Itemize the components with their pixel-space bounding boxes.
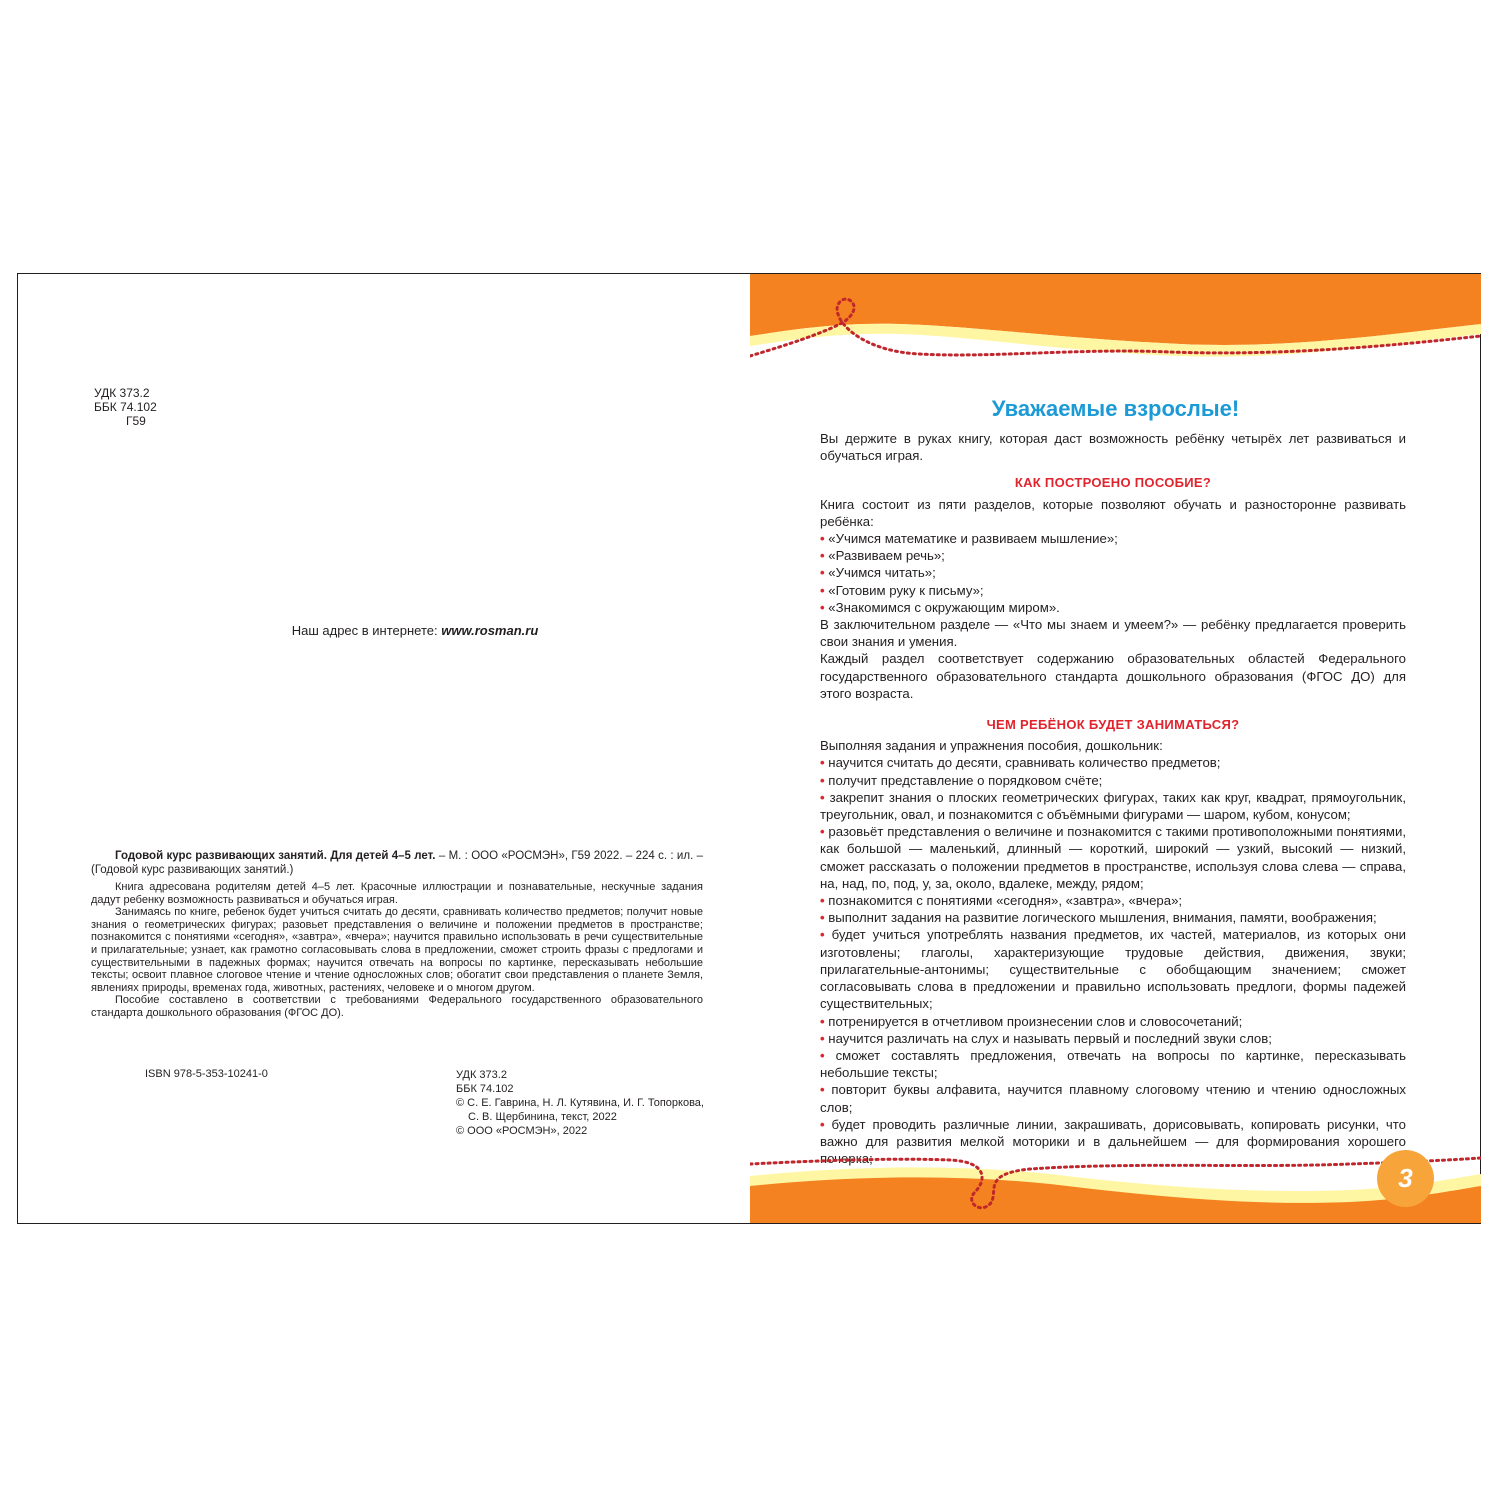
list-item: • «Знакомимся с окружающим миром». xyxy=(820,599,1060,615)
bibliographic-record xyxy=(91,849,703,1020)
biblio-details: – М. : ООО «РОСМЭН», Г59 2022. – 224 с. : ил. – (Годовой курс развивающих занятий.) xyxy=(91,850,703,876)
copy-udk: УДК 373.2 xyxy=(456,1069,507,1081)
list-item: • научится различать на слух и называть первый и последний звуки слов; xyxy=(820,1030,1272,1046)
website-prefix: Наш адрес в интернете: xyxy=(291,623,442,638)
list-item: • «Развиваем речь»; xyxy=(820,548,945,564)
author-sign: Г59 xyxy=(126,414,146,428)
list-item: • выполнит задания на развитие логического мышления, внимания, памяти, воображения; xyxy=(820,910,1377,926)
list-item: • познакомится с понятиями «сегодня», «завтра», «вчера»; xyxy=(820,893,1183,909)
copy-authors: © С. Е. Гаврина, Н. Л. Кутявина, И. Г. Топоркова, xyxy=(456,1097,704,1109)
standard-paragraph: Каждый раздел соответствует содержанию образовательных областей Федерального государственного образовательного стандарта дошкольного образования (ФГОС ДО) для этого возраста. xyxy=(820,651,1406,701)
classification-block xyxy=(94,386,157,428)
list-item: • получит представление о порядковом счёте; xyxy=(820,772,1103,788)
copy-authors-cont: С. В. Щербинина, текст, 2022 xyxy=(468,1111,617,1123)
udk-code: УДК 373.2 xyxy=(94,386,150,400)
annotation-2: Занимаясь по книге, ребенок будет учиться считать до десяти, сравнивать количество предметов; получит новые знания о геометрических фигурах; разовьет представления о величине и положении предметов в пространстве; познакомится с понятиями «сегодня», «завтра», «вчера»; научится правильно использовать в речи существительные и прилагательные; узнает, как грамотно согласовывать слова в предложении, сможет строить фразы с предлогами и существительными в падежных формах; научится отвечать на вопросы по картинке, пересказывать небольшие тексты; освоит плавное слоговое чтение и чтение односложных слов; обогатит свои представления о планете Земля, явлениях природы, временах года, животных, растениях, человеке и о многом другом. xyxy=(91,906,703,994)
intro-paragraph: Вы держите в руках книгу, которая даст возможность ребёнку четырёх лет развиваться и обучаться играя. xyxy=(820,431,1406,464)
skills-intro: Выполняя задания и упражнения пособия, дошкольник: xyxy=(820,738,1163,754)
heading-activities: ЧЕМ РЕБЁНОК БУДЕТ ЗАНИМАТЬСЯ? xyxy=(986,717,1240,733)
structure-intro: Книга состоит из пяти разделов, которые позволяют обучать и разносторонне развивать ребёнка: xyxy=(820,496,1406,529)
website-line xyxy=(18,623,812,638)
isbn: ISBN 978-5-353-10241-0 xyxy=(145,1068,268,1080)
list-item: • «Учимся математике и развиваем мышление»; xyxy=(820,531,1118,547)
website-url[interactable]: www.rosman.ru xyxy=(441,623,539,638)
list-item: • «Учимся читать»; xyxy=(820,565,936,581)
list-item: • повторит буквы алфавита, научится плавному слоговому чтению и чтению односложных слов; xyxy=(820,1082,1407,1115)
biblio-title: Годовой курс развивающих занятий. Для детей 4–5 лет. xyxy=(115,850,436,862)
right-page xyxy=(750,274,1481,1223)
list-item: • сможет составлять предложения, отвечать на вопросы по картинке, пересказывать небольшие тексты; xyxy=(820,1047,1406,1081)
list-item: • разовьёт представления о величине и познакомится с такими противоположными понятиями, как большой — маленький, длинный — короткий, широкий — узкий, высокий — низкий, сможет рассказать о положении предметов в пространстве, используя слова слева — справа, на, над, по, под, у, за, около, вдалеке, между, рядом; xyxy=(820,824,1406,891)
left-page xyxy=(18,274,750,1223)
final-section-paragraph: В заключительном разделе — «Что мы знаем и умеем?» — ребёнку предлагается проверить свои знания и умения. xyxy=(820,617,1406,650)
page-number-badge: 3 xyxy=(1377,1150,1434,1207)
copy-publisher: © ООО «РОСМЭН», 2022 xyxy=(456,1125,588,1137)
annotation-3: Пособие составлено в соответствии с требованиями Федерального государственного образовательного стандарта дошкольного образования (ФГОС ДО). xyxy=(91,994,703,1019)
page-title: Уважаемые взрослые! xyxy=(991,396,1240,421)
annotation-1: Книга адресована родителям детей 4–5 лет. Красочные иллюстрации и познавательные, нескучные задания дадут ребенку возможность развиваться и обучаться играя. xyxy=(91,881,703,906)
bbk-code: ББК 74.102 xyxy=(94,400,157,414)
list-item: • потренируется в отчетливом произнесении слов и словосочетаний; xyxy=(820,1013,1243,1029)
top-wave-decoration xyxy=(750,274,1481,369)
book-spread xyxy=(17,273,1481,1224)
bottom-wave-decoration xyxy=(750,1154,1481,1223)
sections-list xyxy=(820,530,1406,616)
skills-list xyxy=(820,754,1406,1167)
list-item: • будет проводить различные линии, закрашивать, дорисовывать, копировать рисунки, что важно для развития мелкой моторики и в дальнейшем — для формирования хорошего почерка; xyxy=(820,1116,1406,1167)
copyright-block xyxy=(456,1068,704,1138)
list-item: • научится считать до десяти, сравнивать количество предметов; xyxy=(820,755,1221,771)
bottom-wave-area xyxy=(750,1154,1481,1223)
list-item: • «Готовим руку к письму»; xyxy=(820,582,984,598)
list-item: • будет учиться употреблять названия предметов, их частей, материалов, из которых они изготовлены; глаголы, характеризующие трудовые действия, движения, звуки; прилагательные-антонимы; существительные с обобщающим значением; сможет согласовывать слова в предложении и правильно использовать предлоги, формы падежей существительных; xyxy=(820,927,1406,1012)
list-item: • закрепит знания о плоских геометрических фигурах, таких как круг, квадрат, прямоугольник, треугольник, овал, и познакомится с объёмными фигурами — шаром, кубом, конусом; xyxy=(820,789,1406,823)
heading-structure: КАК ПОСТРОЕНО ПОСОБИЕ? xyxy=(1014,475,1212,491)
main-text xyxy=(820,430,1406,1167)
copy-bbk: ББК 74.102 xyxy=(456,1083,514,1095)
